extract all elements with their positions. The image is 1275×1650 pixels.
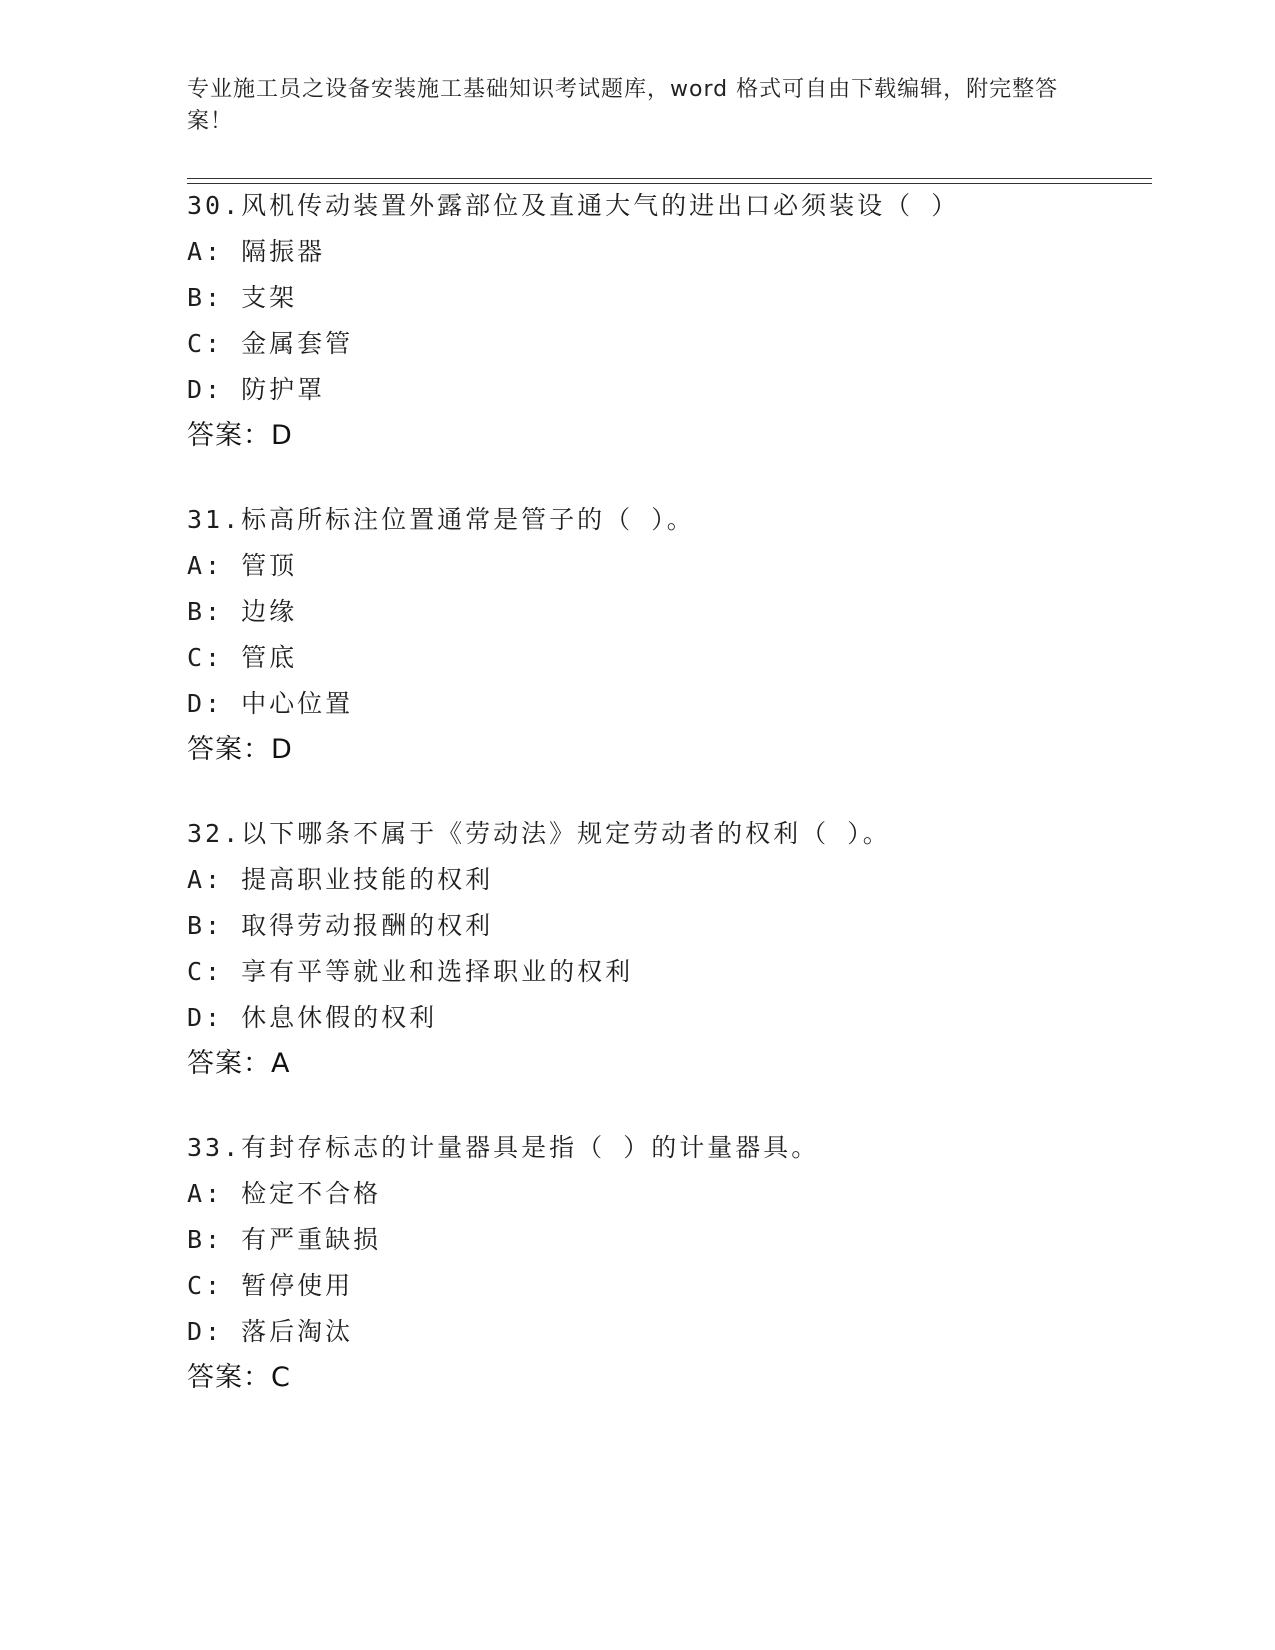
question-stem: 32.以下哪条不属于《劳动法》规定劳动者的权利（ ）。 (187, 819, 891, 848)
answer-line: 答案：A (187, 1048, 291, 1079)
option-c: C: 金属套管 (187, 329, 354, 358)
option-d: D: 防护罩 (187, 375, 326, 404)
question-31 (187, 497, 1137, 773)
option-b: B: 支架 (187, 283, 298, 312)
option-b: B: 取得劳动报酬的权利 (187, 911, 494, 940)
question-33 (187, 1125, 1137, 1401)
answer-line: 答案：D (187, 734, 293, 765)
answer-line: 答案：D (187, 420, 293, 451)
option-c: C: 管底 (187, 643, 298, 672)
question-stem: 31.标高所标注位置通常是管子的（ ）。 (187, 505, 695, 534)
question-32 (187, 811, 1137, 1087)
option-b: B: 有严重缺损 (187, 1225, 382, 1254)
option-a: A: 检定不合格 (187, 1179, 382, 1208)
question-stem: 30.风机传动装置外露部位及直通大气的进出口必须装设（ ） (187, 191, 960, 220)
question-30 (187, 183, 1137, 459)
option-a: A: 隔振器 (187, 237, 326, 266)
document-header: 专业施工员之设备安装施工基础知识考试题库，word 格式可自由下载编辑，附完整答案！ (187, 77, 1059, 134)
option-d: D: 落后淘汰 (187, 1317, 354, 1346)
question-stem: 33.有封存标志的计量器具是指（ ）的计量器具。 (187, 1133, 820, 1162)
header-divider-top (187, 178, 1152, 179)
answer-line: 答案：C (187, 1362, 291, 1393)
option-d: D: 中心位置 (187, 689, 354, 718)
option-d: D: 休息休假的权利 (187, 1003, 438, 1032)
option-a: A: 管顶 (187, 551, 298, 580)
option-b: B: 边缘 (187, 597, 298, 626)
option-c: C: 暂停使用 (187, 1271, 354, 1300)
option-c: C: 享有平等就业和选择职业的权利 (187, 957, 634, 986)
option-a: A: 提高职业技能的权利 (187, 865, 494, 894)
